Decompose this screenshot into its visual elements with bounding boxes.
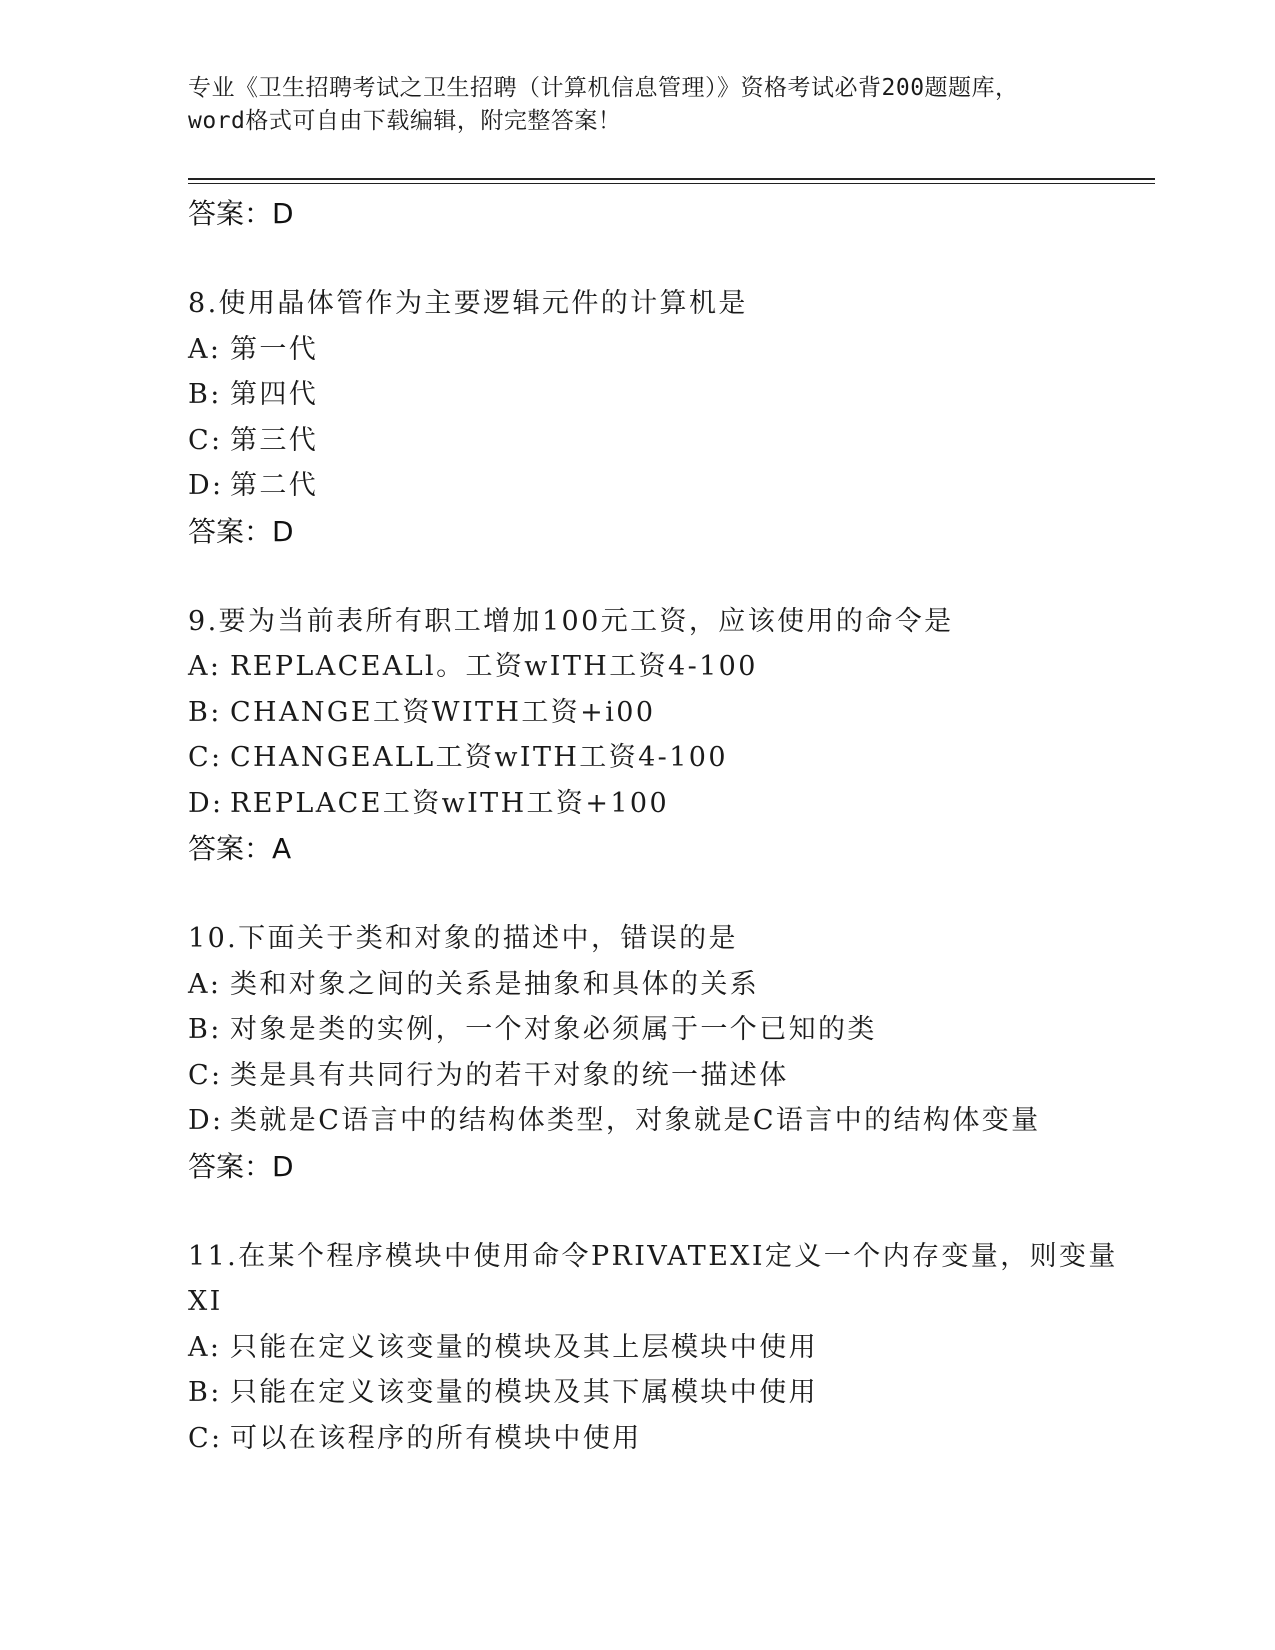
document-header (188, 72, 1088, 138)
answer-option (188, 372, 1158, 418)
question-stem: 10.下面关于类和对象的描述中，错误的是 (188, 923, 738, 954)
header-rule-thick (188, 178, 1155, 180)
option-letter: C: (188, 1059, 223, 1091)
question-stem-continued: XI (188, 1286, 223, 1317)
option-text: 可以在该程序的所有模块中使用 (230, 1422, 642, 1454)
question-item (188, 599, 1158, 873)
option-letter: B: (188, 1377, 222, 1408)
option-letter: A: (188, 1331, 222, 1363)
question-list (188, 188, 1158, 1461)
answer-option (188, 781, 1158, 827)
option-text: REPLACEALl。工资wITH工资4-100 (230, 651, 758, 682)
option-text: 类就是C语言中的结构体类型，对象就是C语言中的结构体变量 (230, 1105, 1041, 1136)
answer-option (188, 1098, 1158, 1144)
option-text: 第四代 (230, 379, 319, 410)
option-letter: A: (188, 333, 222, 365)
question-item (188, 281, 1158, 555)
option-letter: A: (188, 651, 222, 682)
answer-option (188, 327, 1158, 373)
questions-container (188, 281, 1158, 1461)
option-letter: D: (188, 1105, 224, 1136)
option-letter: B: (188, 1014, 222, 1045)
answer-option (188, 1325, 1158, 1371)
option-text: 对象是类的实例，一个对象必须属于一个已知的类 (230, 1014, 877, 1045)
option-text: 类和对象之间的关系是抽象和具体的关系 (230, 968, 760, 1000)
option-letter: B: (188, 696, 222, 728)
option-letter: D: (188, 470, 224, 501)
question-item (188, 916, 1158, 1190)
answer-option (188, 1053, 1158, 1099)
option-letter: C: (188, 742, 223, 773)
header-line-2: word格式可自由下载编辑，附完整答案！ (188, 108, 622, 134)
option-text: 只能在定义该变量的模块及其上层模块中使用 (230, 1331, 818, 1363)
option-letter: C: (188, 1422, 223, 1454)
question-stem: 8.使用晶体管作为主要逻辑元件的计算机是 (188, 288, 748, 319)
option-text: 第一代 (230, 333, 319, 365)
answer-option (188, 1007, 1158, 1053)
option-text: 第三代 (230, 424, 319, 456)
option-letter: C: (188, 424, 223, 456)
answer-option (188, 962, 1158, 1008)
answer-option (188, 1370, 1158, 1416)
answer-option (188, 418, 1158, 464)
option-text: 第二代 (230, 470, 319, 501)
question-stem: 11.在某个程序模块中使用命令PRIVATEXI定义一个内存变量，则变量 (188, 1240, 1118, 1272)
document-page (188, 0, 1158, 1650)
option-letter: D: (188, 787, 224, 819)
answer-option (188, 735, 1158, 781)
option-text: CHANGE工资WITH工资+i00 (230, 696, 656, 728)
answer-option (188, 463, 1158, 509)
option-letter: B: (188, 379, 222, 410)
answer-option (188, 644, 1158, 690)
answer-line: 答案：A (188, 832, 292, 865)
question-item (188, 1234, 1158, 1462)
answer-line: 答案：D (188, 1149, 294, 1183)
option-text: REPLACE工资wITH工资+100 (230, 787, 670, 819)
header-rule-thin (188, 183, 1155, 184)
question-stem: 9.要为当前表所有职工增加100元工资，应该使用的命令是 (188, 605, 954, 637)
answer-option (188, 1416, 1158, 1462)
header-line-1: 专业《卫生招聘考试之卫生招聘（计算机信息管理）》资格考试必背200题题库， (188, 75, 1019, 101)
option-letter: A: (188, 968, 222, 1000)
answer-line: 答案：D (188, 197, 294, 230)
answer-option (188, 690, 1158, 736)
answer-line: 答案：D (188, 514, 294, 548)
option-text: CHANGEALL工资wITH工资4-100 (230, 742, 728, 773)
option-text: 类是具有共同行为的若干对象的统一描述体 (230, 1059, 789, 1091)
option-text: 只能在定义该变量的模块及其下属模块中使用 (230, 1377, 818, 1408)
